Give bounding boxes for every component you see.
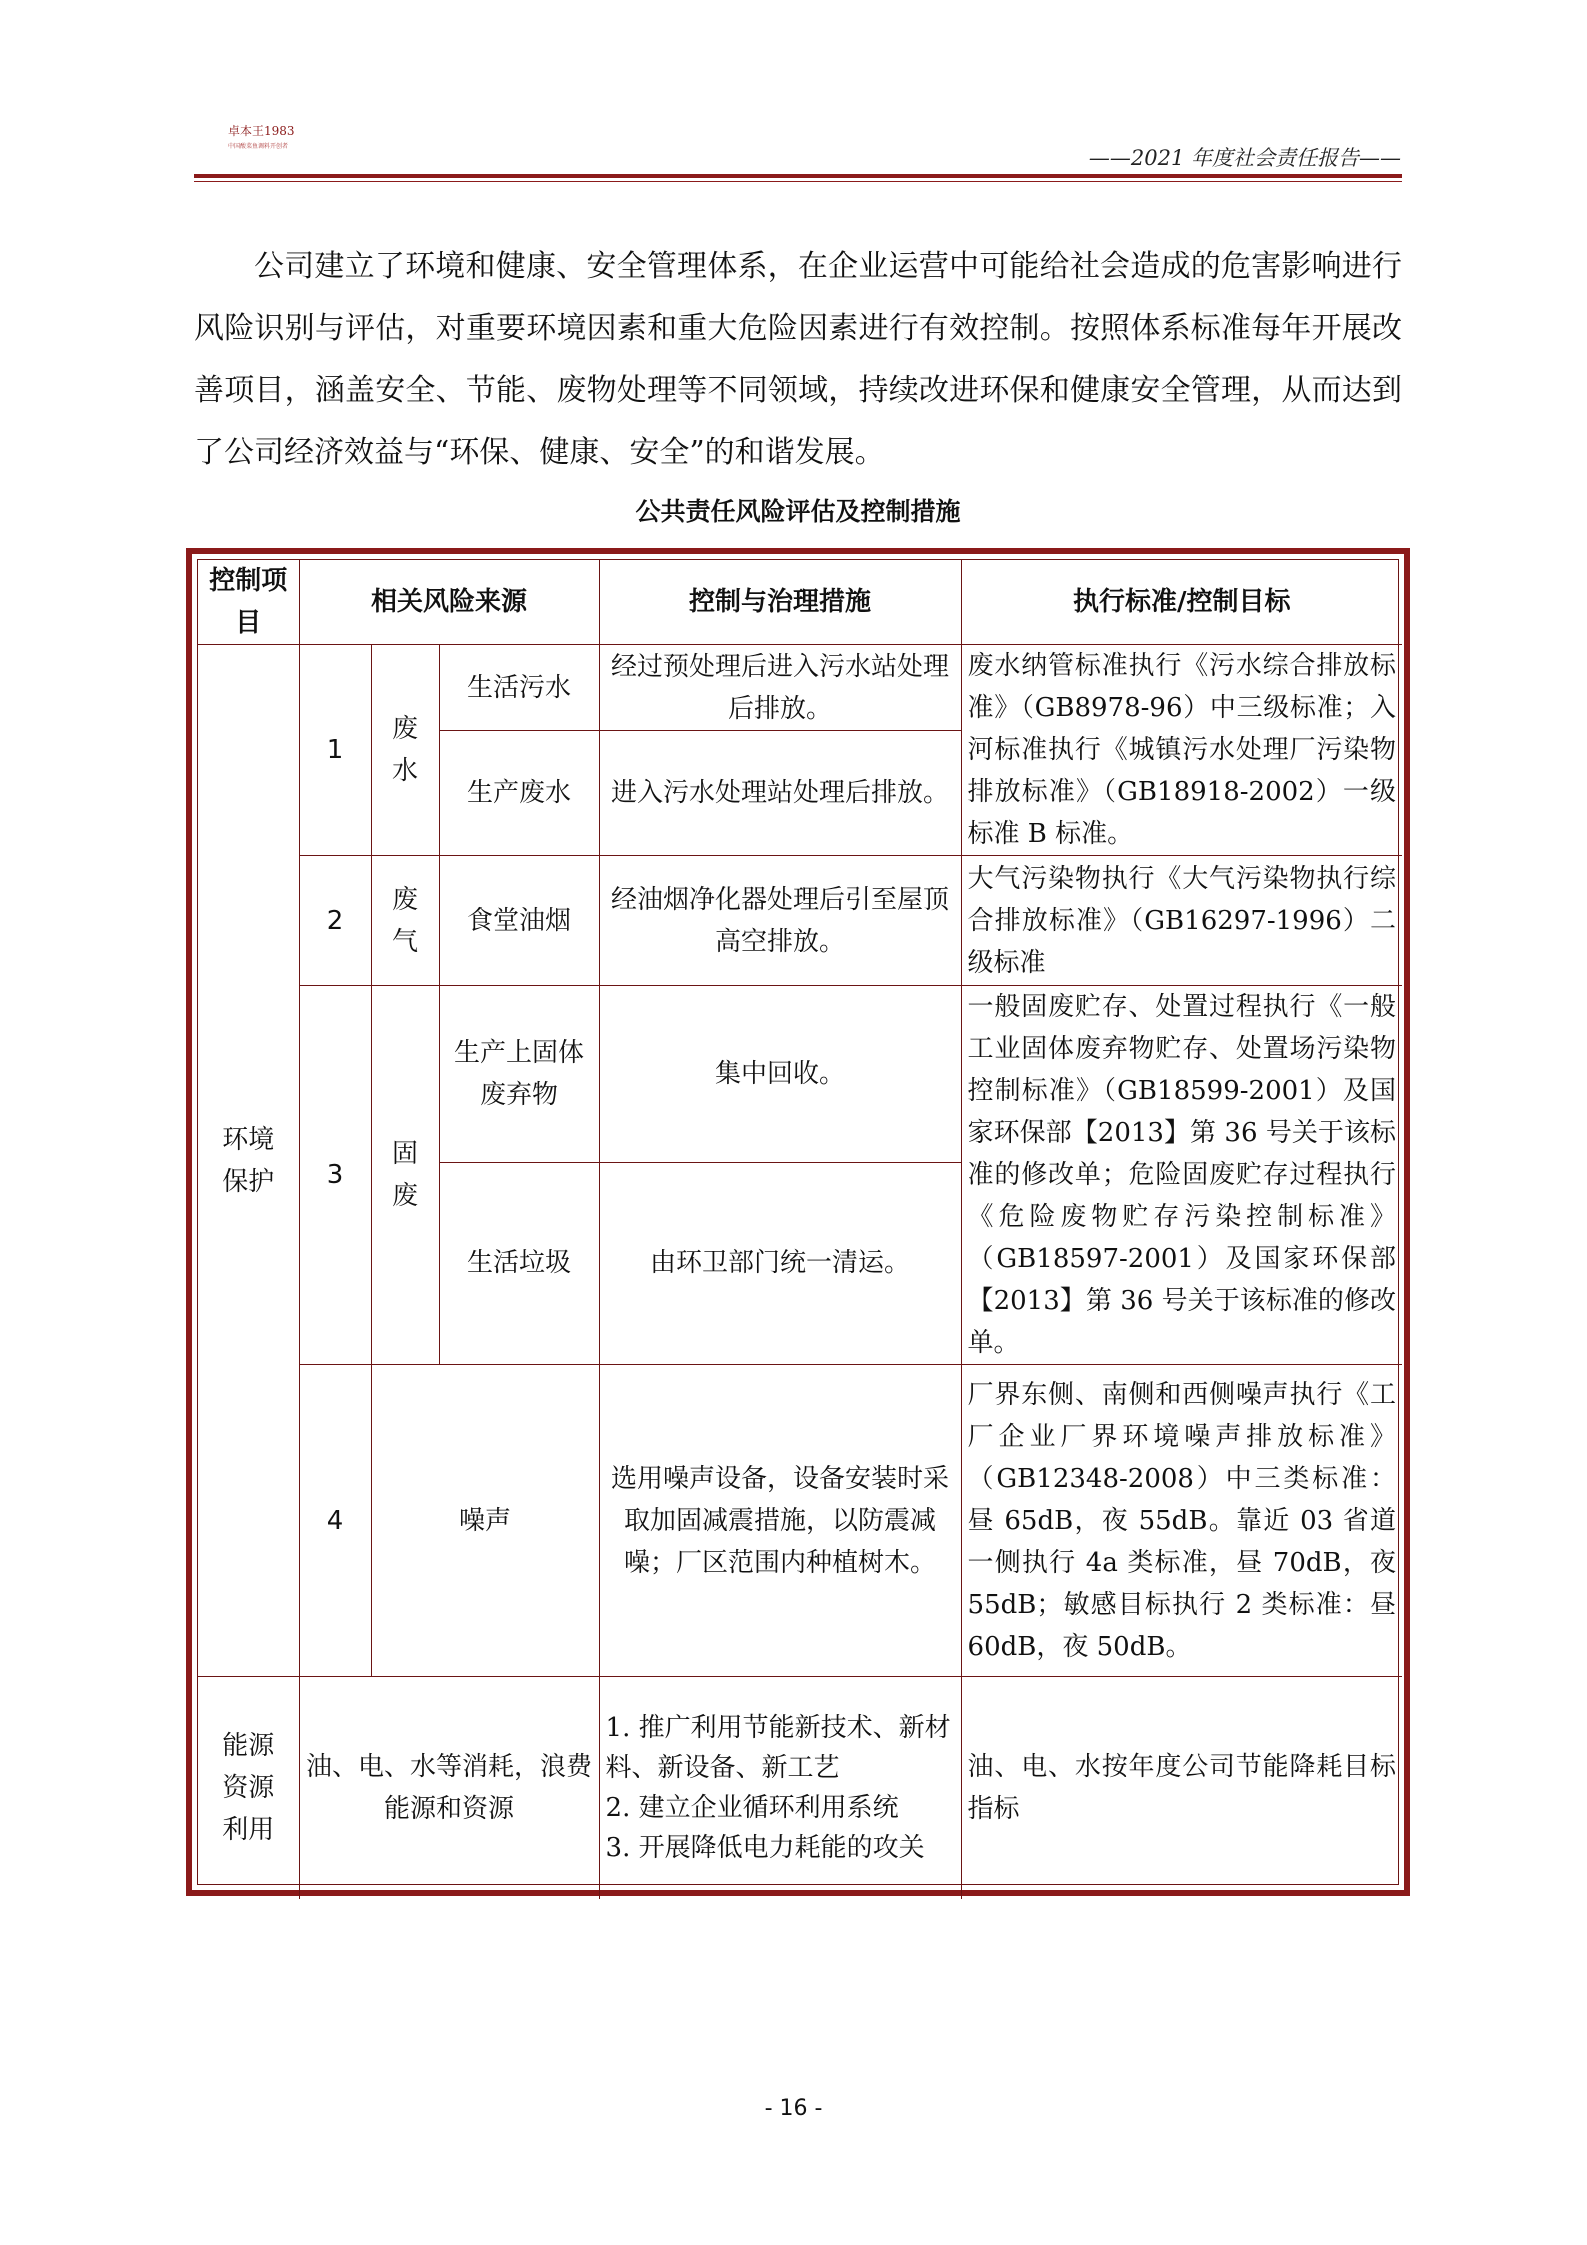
item-type-exhaust: 废 气 <box>371 856 439 986</box>
measure-production-solid-waste: 集中回收。 <box>599 986 961 1163</box>
source-energy: 油、电、水等消耗，浪费能源和资源 <box>299 1677 599 1899</box>
header-divider <box>194 174 1402 178</box>
intro-paragraph: 公司建立了环境和健康、安全管理体系，在企业运营中可能给社会造成的危害影响进行风险识别与评估，对重要环境因素和重大危险因素进行有效控制。按照体系标准每年开展改善项目，涵盖安全、节能、废物处理等不同领域，持续改进环保和健康安全管理，从而达到了公司经济效益与“环保、健康、安全”的和谐发展。 <box>194 249 1402 470</box>
category-environment: 环境 保护 <box>198 645 299 1677</box>
source-kitchen-fumes: 食堂油烟 <box>439 856 599 986</box>
measure-energy <box>599 1677 961 1899</box>
header-control-item: 控制项目 <box>198 560 299 645</box>
list-item: 1. 推广利用节能新技术、新材料、新设备、新工艺 <box>605 1712 951 1783</box>
source-domestic-sewage: 生活污水 <box>439 645 599 731</box>
table-row <box>198 986 1402 1163</box>
measure-kitchen-fumes: 经油烟净化器处理后引至屋顶高空排放。 <box>599 856 961 986</box>
standard-energy: 油、电、水按年度公司节能降耗目标指标 <box>961 1677 1402 1899</box>
header-measures: 控制与治理措施 <box>599 560 961 645</box>
table-row <box>198 856 1402 986</box>
header-risk-source: 相关风险来源 <box>299 560 599 645</box>
source-noise: 噪声 <box>371 1365 599 1677</box>
energy-measures-list <box>606 1708 955 1868</box>
logo-text: 卓本王1983 <box>228 124 295 138</box>
measure-noise: 选用噪声设备，设备安装时采取加固减震措施，以防震减噪；厂区范围内种植树木。 <box>599 1365 961 1677</box>
measure-production-wastewater: 进入污水处理站处理后排放。 <box>599 731 961 856</box>
page-number: - 16 - <box>764 2096 823 2121</box>
category-energy: 能源 资源 利用 <box>198 1677 299 1899</box>
table-row <box>198 645 1402 731</box>
source-production-solid-waste: 生产上固体废弃物 <box>439 986 599 1163</box>
table-header-row <box>198 560 1402 645</box>
standard-wastewater: 废水纳管标准执行《污水综合排放标准》（GB8978-96）中三级标准；入河标准执行《城镇污水处理厂污染物排放标准》（GB18918-2002）一级标准 B 标准。 <box>961 645 1402 856</box>
risk-table-inner <box>197 559 1399 1885</box>
company-logo <box>228 122 328 158</box>
item-number: 2 <box>299 856 371 986</box>
risk-table <box>198 560 1402 1899</box>
standard-exhaust: 大气污染物执行《大气污染物执行综合排放标准》（GB16297-1996）二级标准 <box>961 856 1402 986</box>
logo-subtext: 中国酸菜鱼调料开创者 <box>228 143 289 150</box>
item-number: 3 <box>299 986 371 1365</box>
source-production-wastewater: 生产废水 <box>439 731 599 856</box>
table-caption: 公共责任风险评估及控制措施 <box>635 497 961 526</box>
table-row <box>198 1365 1402 1677</box>
measure-domestic-garbage: 由环卫部门统一清运。 <box>599 1162 961 1364</box>
item-type-wastewater: 废 水 <box>371 645 439 856</box>
header-divider-thin <box>194 181 1402 182</box>
table-row <box>198 1677 1402 1899</box>
report-header-title: ——2021 年度社会责任报告—— <box>1088 146 1401 170</box>
item-type-solid-waste: 固 废 <box>371 986 439 1365</box>
item-number: 1 <box>299 645 371 856</box>
measure-domestic-sewage: 经过预处理后进入污水站处理后排放。 <box>599 645 961 731</box>
list-item: 3. 开展降低电力耗能的攻关 <box>605 1832 925 1863</box>
standard-solid-waste: 一般固废贮存、处置过程执行《一般工业固体废弃物贮存、处置场污染物控制标准》（GB18599-2001）及国家环保部【2013】第 36 号关于该标准的修改单；危险固废贮存过程执行《危险废物贮存污染控制标准》（GB18597-2001）及国家环保部【2013】第 36 号关于该标准的修改单。 <box>961 986 1402 1365</box>
source-domestic-garbage: 生活垃圾 <box>439 1162 599 1364</box>
header-standard: 执行标准/控制目标 <box>961 560 1402 645</box>
standard-noise: 厂界东侧、南侧和西侧噪声执行《工厂企业厂界环境噪声排放标准》（GB12348-2008）中三类标准：昼 65dB，夜 55dB。靠近 03 省道一侧执行 4a 类标准，昼 70dB，夜55dB；敏感目标执行 2 类标准：昼60dB，夜 50dB。 <box>961 1365 1402 1677</box>
item-number: 4 <box>299 1365 371 1677</box>
list-item: 2. 建立企业循环利用系统 <box>605 1792 899 1823</box>
risk-table-frame <box>186 548 1410 1896</box>
